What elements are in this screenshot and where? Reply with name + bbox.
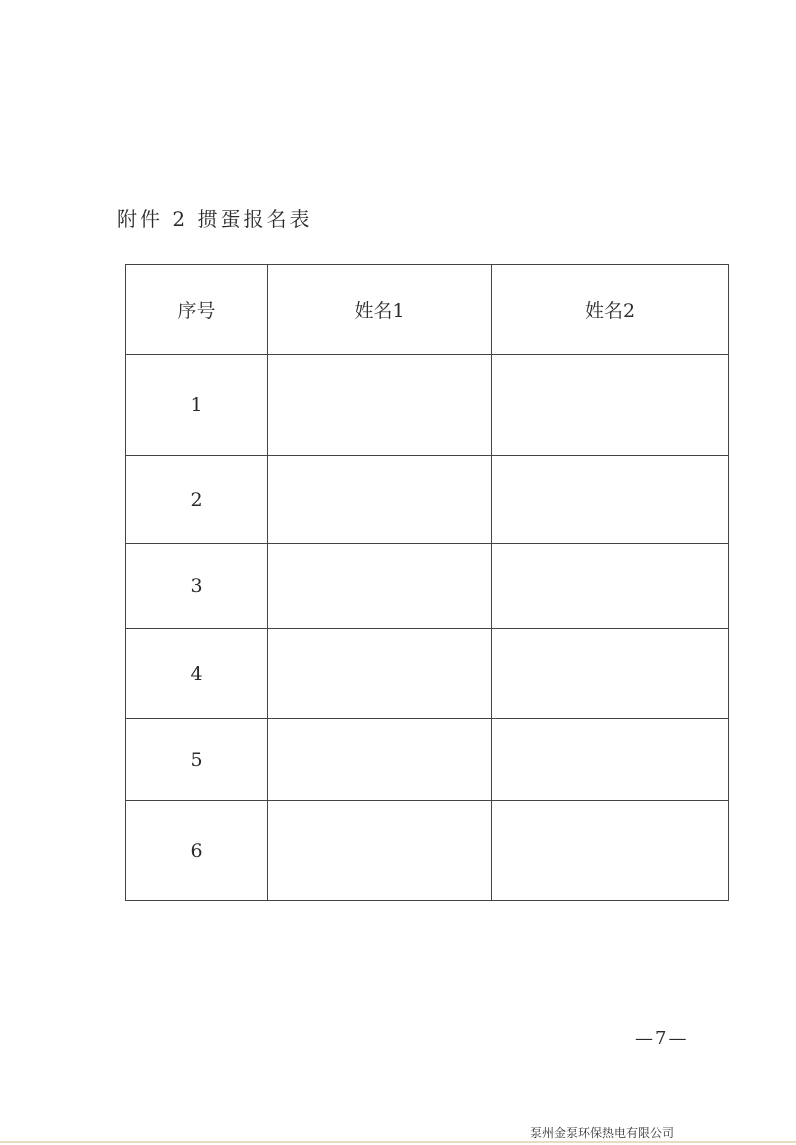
- row-index: 2: [126, 456, 268, 544]
- table-row: [126, 456, 729, 544]
- row-index: 1: [126, 355, 268, 456]
- name2-cell[interactable]: [492, 719, 729, 801]
- table-row: [126, 544, 729, 629]
- row-index: 4: [126, 629, 268, 719]
- name1-cell[interactable]: [268, 801, 492, 901]
- table-row: [126, 719, 729, 801]
- footer-stamp: 泵州金泵环保热电有限公司: [530, 1126, 675, 1140]
- name1-cell[interactable]: [268, 456, 492, 544]
- header-name2: 姓名2: [492, 265, 729, 355]
- table-row: [126, 629, 729, 719]
- name2-cell[interactable]: [492, 355, 729, 456]
- name1-cell[interactable]: [268, 719, 492, 801]
- table-header-row: [126, 265, 729, 355]
- header-index: 序号: [126, 265, 268, 355]
- signup-table: [125, 264, 729, 901]
- name1-cell[interactable]: [268, 544, 492, 629]
- name1-cell[interactable]: [268, 355, 492, 456]
- page-number: —7—: [635, 1028, 689, 1049]
- name1-cell[interactable]: [268, 629, 492, 719]
- name2-cell[interactable]: [492, 629, 729, 719]
- table-row: [126, 801, 729, 901]
- name2-cell[interactable]: [492, 456, 729, 544]
- table-row: [126, 355, 729, 456]
- name2-cell[interactable]: [492, 544, 729, 629]
- name2-cell[interactable]: [492, 801, 729, 901]
- page-heading: 附件 2 掼蛋报名表: [117, 207, 313, 231]
- row-index: 5: [126, 719, 268, 801]
- scan-edge-divider: [0, 1141, 796, 1143]
- row-index: 6: [126, 801, 268, 901]
- header-name1: 姓名1: [268, 265, 492, 355]
- row-index: 3: [126, 544, 268, 629]
